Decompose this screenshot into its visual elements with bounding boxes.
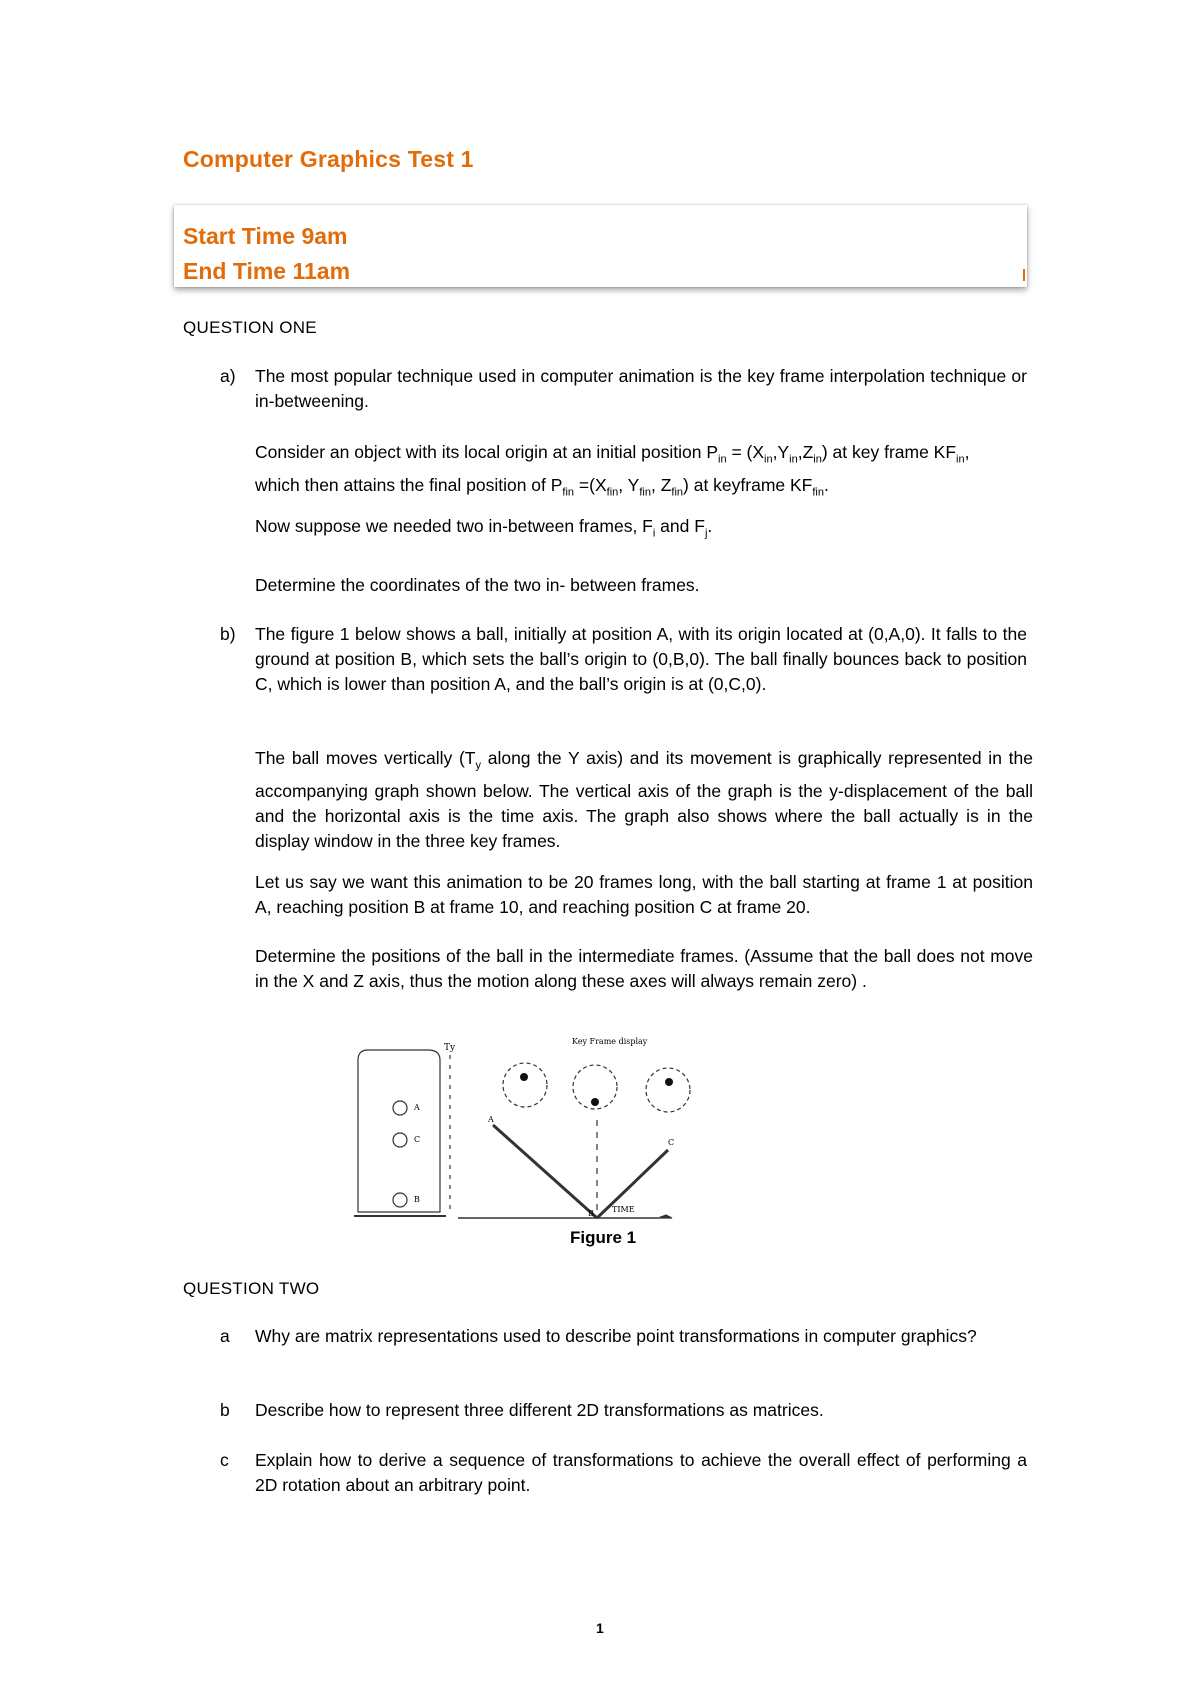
display-window (358, 1050, 440, 1212)
window-label-b: B (414, 1195, 420, 1204)
item-text: Explain how to derive a sequence of transformations to achieve the overall effect of performing a 2D rotation about an arbitrary point. (255, 1450, 1027, 1495)
question-one-heading: QUESTION ONE (183, 318, 317, 337)
keyframe-ball-3 (665, 1078, 673, 1086)
item-text: Why are matrix representations used to describe point transformations in computer graphics? (255, 1326, 977, 1346)
graph-label-a: A (488, 1115, 494, 1124)
ball-position-a (393, 1101, 407, 1115)
keyframe-circle-3 (646, 1068, 690, 1112)
item-label: c (220, 1450, 229, 1470)
graph-label-c: C (668, 1138, 675, 1147)
time-arrow (658, 1215, 672, 1218)
ball-position-b (393, 1193, 407, 1207)
suppose-paragraph: Now suppose we needed two in-between frames, $F_i$ and $F_j$. (255, 516, 713, 540)
item-label: b) (220, 624, 236, 644)
time-label: TIME (612, 1205, 635, 1214)
time-box (174, 205, 1027, 287)
keyframe-label: Key Frame display (572, 1037, 648, 1046)
box-marker (1023, 269, 1025, 281)
item-label: a) (220, 366, 236, 386)
item-label: a (220, 1326, 230, 1346)
item-text: The figure 1 below shows a ball, initially at position A, with its origin located at (0,A,0). It falls to the ground at position B, which sets the ball’s origin to (0,B,0). The ball finally bounces back to position C, which is lower than position A, and the ball’s origin is at (0,C,0). (255, 624, 1027, 694)
consider-paragraph: Consider an object with its local origin at an initial position $P_{in} = (X_{in},Y_{in},Z_{in})$ at key frame $KF_{in}$, which then attains the final position of $P_{fin} =(X_{fin}$, $Y_{fin}$, $Z_{fin}$) at keyframe $KF_{fin}$. (255, 442, 970, 498)
item-text: The most popular technique used in computer animation is the key frame interpolation technique or in-betweening. (255, 366, 1027, 411)
document-title: Computer Graphics Test 1 (183, 146, 474, 172)
start-time: Start Time 9am (183, 223, 348, 249)
end-time: End Time 11am (183, 258, 351, 284)
ball-position-c (393, 1133, 407, 1147)
keyframe-ball-2 (591, 1098, 599, 1106)
determine-paragraph: Determine the coordinates of the two in- between frames. (255, 575, 700, 595)
keyframe-ball-1 (520, 1073, 528, 1081)
figure-caption: Figure 1 (570, 1228, 637, 1247)
page-number: 1 (596, 1620, 604, 1636)
window-label-a: A (414, 1103, 420, 1112)
figure-ball-bounce (350, 1030, 720, 1250)
animation-length-paragraph: Let us say we want this animation to be 20 frames long, with the ball starting at frame 1 at position A, reaching position B at frame 10, and reaching position C at frame 20. (255, 872, 1033, 917)
intermediate-frames-paragraph: Determine the positions of the ball in the intermediate frames. (Assume that the ball does not move in the X and Z axis, thus the motion along these axes will always remain zero) . (255, 946, 1033, 991)
window-label-c: C (414, 1135, 421, 1144)
fall-segment (493, 1125, 597, 1218)
keyframe-circle-1 (503, 1063, 547, 1107)
item-text: Describe how to represent three different 2D transformations as matrices. (255, 1400, 824, 1420)
question-two-heading: QUESTION TWO (183, 1279, 320, 1298)
ball-movement-paragraph: The ball moves vertically ($T_y$ along the Y axis) and its movement is graphically represented in the accompanying graph shown below. The vertical axis of the graph is the y-displacement of the ball and the horizontal axis is the time axis. The graph also shows where the ball actually is in the display window in the three key frames. (255, 748, 1033, 851)
ty-label: Ty (444, 1043, 456, 1053)
item-label: b (220, 1400, 230, 1420)
graph-label-b: B (588, 1209, 594, 1218)
